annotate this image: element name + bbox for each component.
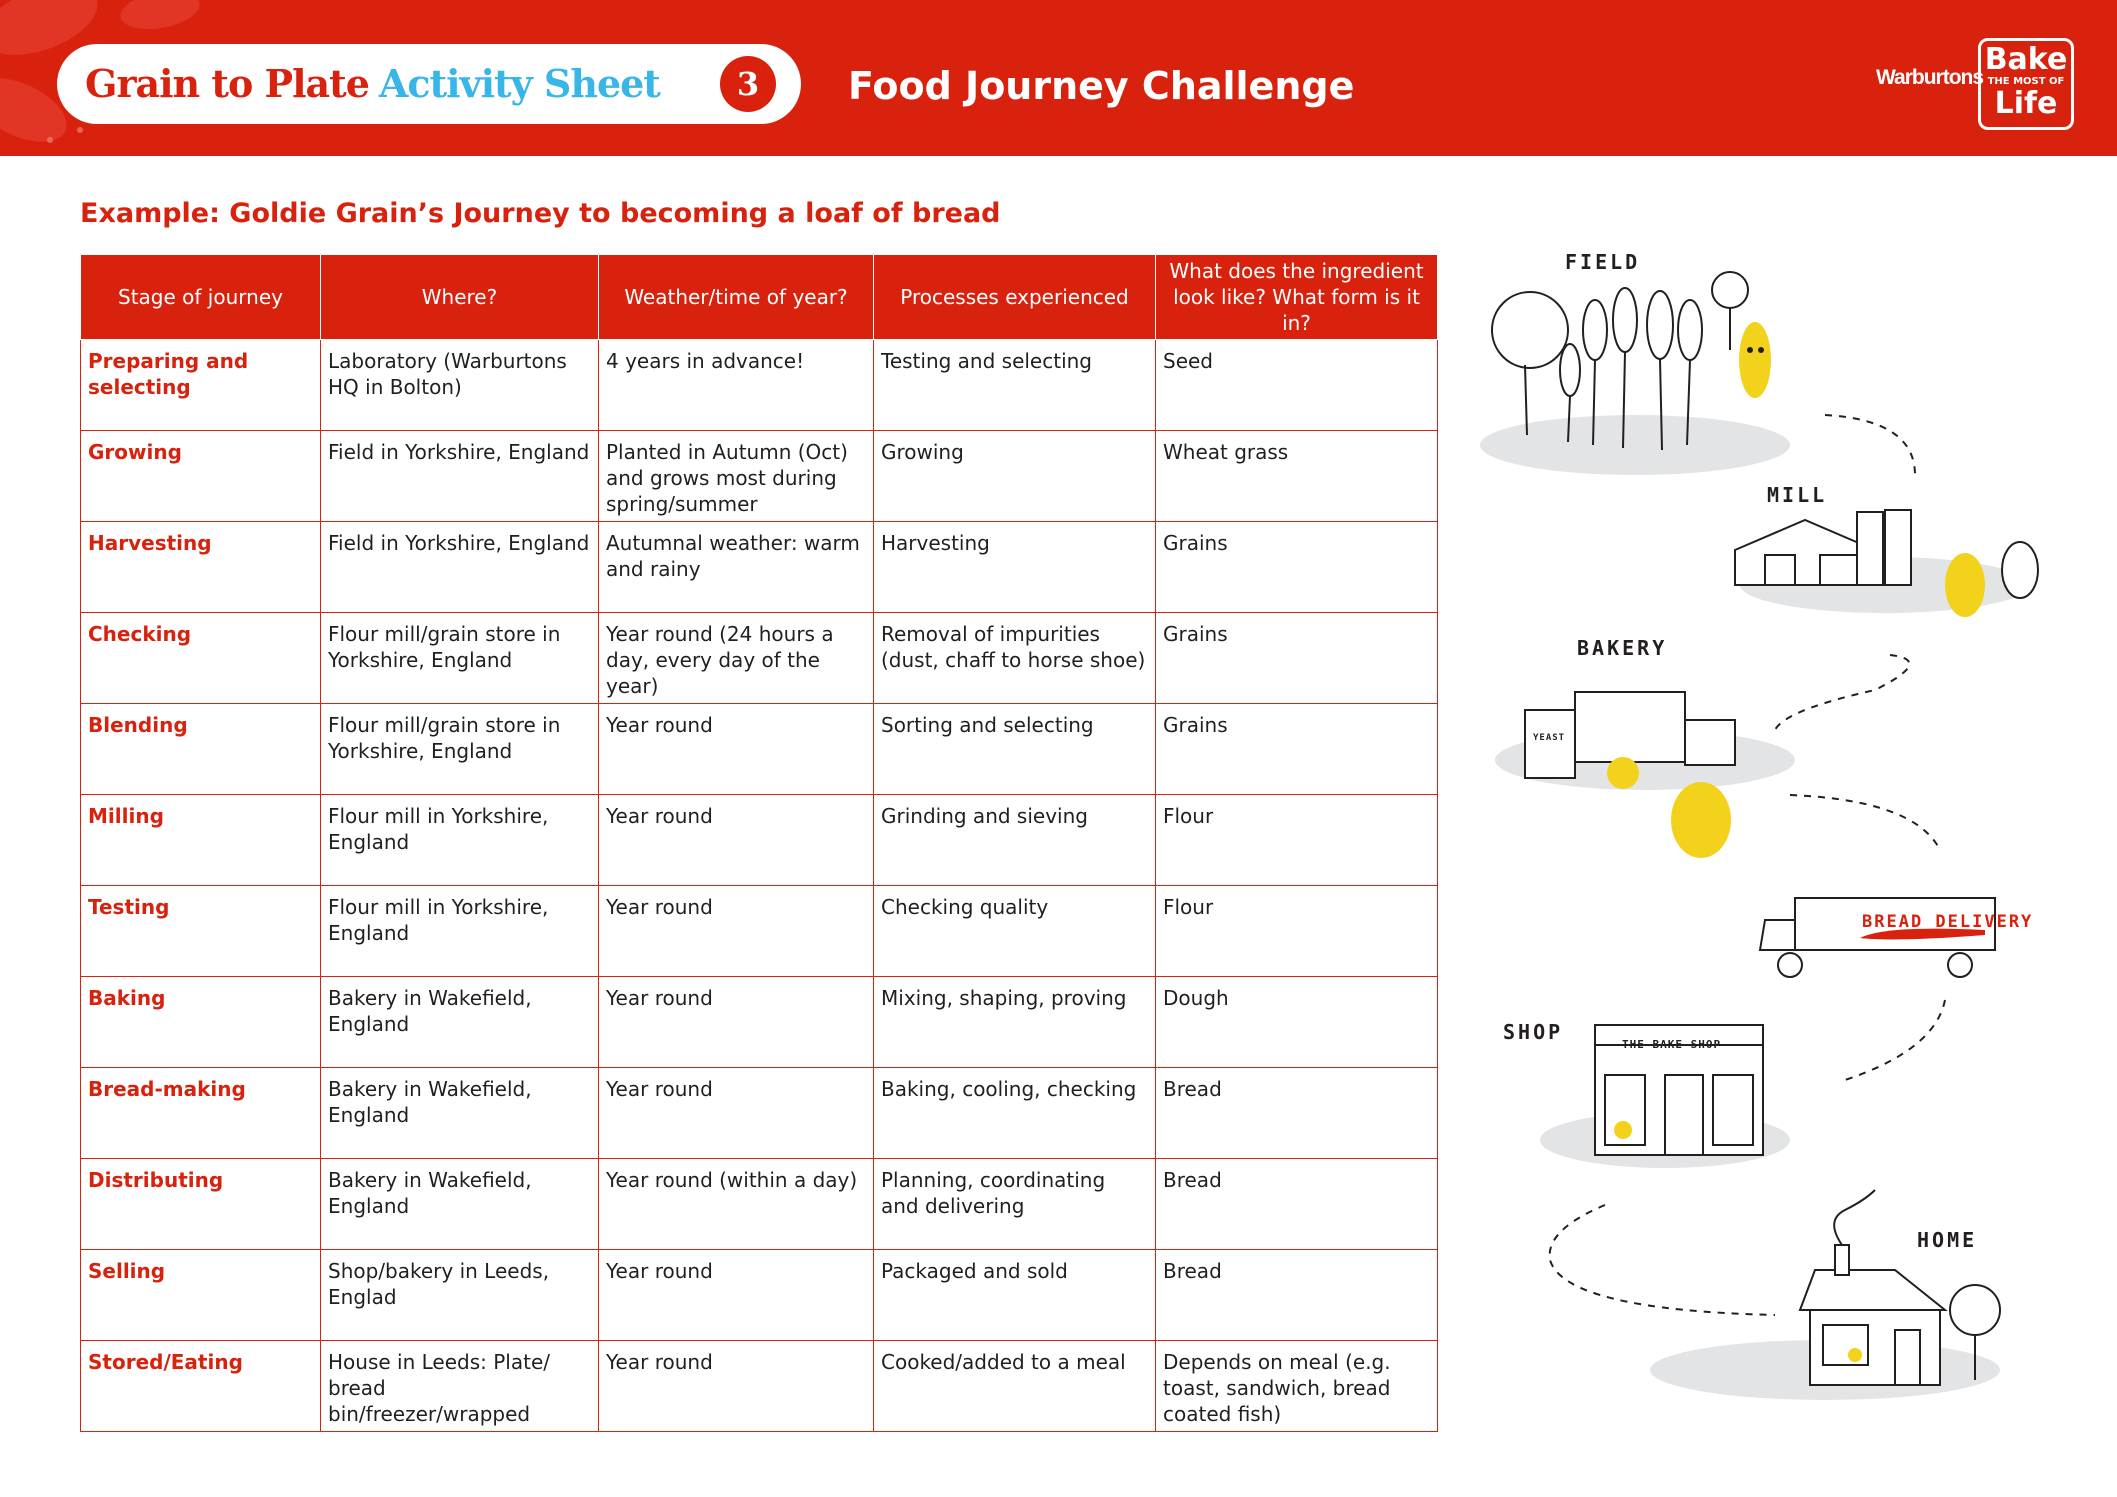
- table-row: [81, 522, 1438, 613]
- form-cell: Depends on meal (e.g. toast, sandwich, bread coated fish): [1156, 1341, 1438, 1432]
- form-cell: Wheat grass: [1156, 431, 1438, 522]
- where-cell: Bakery in Wakefield, England: [321, 1068, 599, 1159]
- form-cell: Grains: [1156, 613, 1438, 704]
- weather-cell: Year round: [599, 704, 874, 795]
- sheet-number-badge: 3: [720, 56, 776, 112]
- weather-cell: Year round: [599, 795, 874, 886]
- journey-illustration: [1465, 230, 2105, 1450]
- table-row: [81, 431, 1438, 522]
- weather-cell: Planted in Autumn (Oct) and grows most during spring/summer: [599, 431, 874, 522]
- process-cell: Planning, coordinating and delivering: [874, 1159, 1156, 1250]
- form-cell: Grains: [1156, 704, 1438, 795]
- home-icon: [1650, 1190, 2000, 1400]
- bread-delivery-label: BREAD DELIVERY: [1862, 912, 2034, 932]
- process-cell: Baking, cooling, checking: [874, 1068, 1156, 1159]
- sheet-title-part2: Activity Sheet: [378, 61, 660, 106]
- form-cell: Flour: [1156, 795, 1438, 886]
- process-cell: Grinding and sieving: [874, 795, 1156, 886]
- where-cell: Flour mill in Yorkshire, England: [321, 886, 599, 977]
- process-cell: Sorting and selecting: [874, 704, 1156, 795]
- logo-line-1: Bake: [1984, 42, 2068, 77]
- table-row: [81, 1341, 1438, 1432]
- field-label: FIELD: [1565, 250, 1641, 274]
- column-header-form: What does the ingredient look like? What form is it in?: [1156, 255, 1438, 340]
- stage-cell: Harvesting: [81, 522, 321, 613]
- where-cell: Laboratory (Warburtons HQ in Bolton): [321, 340, 599, 431]
- where-cell: Flour mill/grain store in Yorkshire, England: [321, 613, 599, 704]
- form-cell: Dough: [1156, 977, 1438, 1068]
- form-cell: Bread: [1156, 1250, 1438, 1341]
- table-row: [81, 886, 1438, 977]
- process-cell: Checking quality: [874, 886, 1156, 977]
- shop-sign-label: THE BAKE SHOP: [1622, 1038, 1722, 1051]
- bake-the-most-of-life-logo: [1978, 38, 2074, 130]
- page-header: [0, 0, 2117, 156]
- home-label: HOME: [1917, 1228, 1978, 1252]
- table-row: [81, 613, 1438, 704]
- form-cell: Flour: [1156, 886, 1438, 977]
- table-row: [81, 977, 1438, 1068]
- process-cell: Cooked/added to a meal: [874, 1341, 1156, 1432]
- weather-cell: Year round: [599, 1068, 874, 1159]
- where-cell: House in Leeds: Plate/ bread bin/freezer/wrapped: [321, 1341, 599, 1432]
- where-cell: Field in Yorkshire, England: [321, 522, 599, 613]
- form-cell: Grains: [1156, 522, 1438, 613]
- table-row: [81, 1250, 1438, 1341]
- journey-map-illustration: [1465, 230, 2105, 1450]
- stage-cell: Milling: [81, 795, 321, 886]
- weather-cell: Autumnal weather: warm and rainy: [599, 522, 874, 613]
- process-cell: Mixing, shaping, proving: [874, 977, 1156, 1068]
- weather-cell: 4 years in advance!: [599, 340, 874, 431]
- yeast-label: YEAST: [1533, 733, 1566, 743]
- form-cell: Seed: [1156, 340, 1438, 431]
- where-cell: Flour mill/grain store in Yorkshire, England: [321, 704, 599, 795]
- process-cell: Packaged and sold: [874, 1250, 1156, 1341]
- weather-cell: Year round: [599, 886, 874, 977]
- table-row: [81, 340, 1438, 431]
- column-header-where: Where?: [321, 255, 599, 340]
- table-row: [81, 1068, 1438, 1159]
- stage-cell: Distributing: [81, 1159, 321, 1250]
- table-row: [81, 1159, 1438, 1250]
- logo-line-2: THE MOST OF: [1987, 76, 2065, 87]
- column-header-processes: Processes experienced: [874, 255, 1156, 340]
- journey-table: [80, 254, 1438, 1432]
- weather-cell: Year round: [599, 1341, 874, 1432]
- stage-cell: Preparing and selecting: [81, 340, 321, 431]
- weather-cell: Year round (24 hours a day, every day of the year): [599, 613, 874, 704]
- where-cell: Bakery in Wakefield, England: [321, 1159, 599, 1250]
- process-cell: Growing: [874, 431, 1156, 522]
- where-cell: Bakery in Wakefield, England: [321, 977, 599, 1068]
- mill-scene-icon: [1735, 510, 2038, 617]
- stage-cell: Bread-making: [81, 1068, 321, 1159]
- process-cell: Harvesting: [874, 522, 1156, 613]
- column-header-stage: Stage of journey: [81, 255, 321, 340]
- process-cell: Testing and selecting: [874, 340, 1156, 431]
- stage-cell: Blending: [81, 704, 321, 795]
- sheet-title-part1: Grain to Plate: [85, 61, 369, 106]
- bakery-scene-icon: [1495, 692, 1795, 858]
- process-cell: Removal of impurities (dust, chaff to horse shoe): [874, 613, 1156, 704]
- where-cell: Shop/bakery in Leeds, Englad: [321, 1250, 599, 1341]
- shop-label: SHOP: [1503, 1020, 1564, 1044]
- form-cell: Bread: [1156, 1159, 1438, 1250]
- column-header-weather: Weather/time of year?: [599, 255, 874, 340]
- where-cell: Field in Yorkshire, England: [321, 431, 599, 522]
- where-cell: Flour mill in Yorkshire, England: [321, 795, 599, 886]
- mill-label: MILL: [1767, 483, 1828, 507]
- sheet-title: [85, 56, 660, 112]
- stage-cell: Baking: [81, 977, 321, 1068]
- form-cell: Bread: [1156, 1068, 1438, 1159]
- stage-cell: Testing: [81, 886, 321, 977]
- stage-cell: Selling: [81, 1250, 321, 1341]
- brand-name-logo: Warburtons: [1876, 66, 1984, 89]
- delivery-truck-icon: [1760, 898, 1995, 977]
- table-header-row: [81, 255, 1438, 340]
- stage-cell: Growing: [81, 431, 321, 522]
- title-pill: [57, 44, 801, 124]
- stage-cell: Checking: [81, 613, 321, 704]
- stage-cell: Stored/Eating: [81, 1341, 321, 1432]
- weather-cell: Year round (within a day): [599, 1159, 874, 1250]
- table-row: [81, 795, 1438, 886]
- section-heading: Example: Goldie Grain’s Journey to becoming a loaf of bread: [80, 198, 1001, 229]
- weather-cell: Year round: [599, 977, 874, 1068]
- weather-cell: Year round: [599, 1250, 874, 1341]
- page-subtitle: Food Journey Challenge: [848, 64, 1355, 108]
- table-row: [81, 704, 1438, 795]
- logo-line-3: Life: [1994, 86, 2058, 121]
- bakery-label: BAKERY: [1577, 636, 1668, 660]
- field-scene-icon: [1480, 272, 1790, 475]
